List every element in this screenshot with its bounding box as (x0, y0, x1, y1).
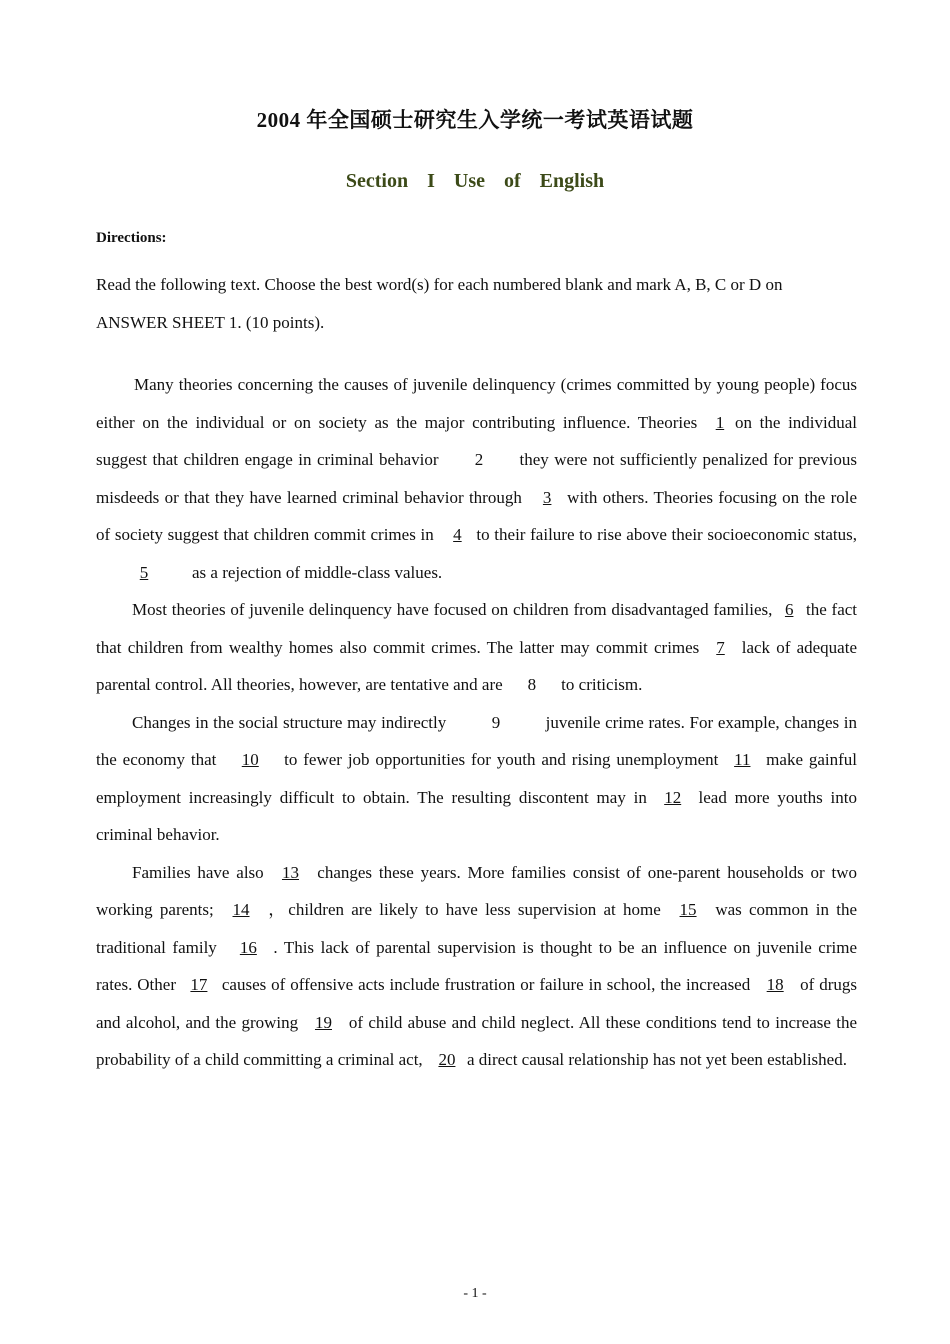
passage-text: a direct causal relationship has not yet been established. (466, 1050, 847, 1069)
blank-16: 16 (239, 937, 257, 957)
passage-text: as a rejection of middle-class values. (192, 562, 443, 582)
blank-20: 20 (438, 1050, 456, 1069)
passage-text: of drugs and alcohol, and the growing (96, 975, 857, 1032)
blank-3: 3 (542, 487, 552, 507)
passage-text: changes these years. More families consist of one-parent households or two working parents; (96, 862, 858, 919)
blank-17: 17 (190, 975, 208, 994)
blank-15: 15 (679, 900, 697, 919)
blank-9: 9 (491, 712, 501, 732)
page-number: - 1 - (463, 1286, 487, 1301)
blank-11: 11 (734, 750, 751, 769)
passage-text: they were not sufficiently penalized for previous misdeeds or that they have learned criminal behavior through (96, 450, 858, 507)
passage-text: the fact that children from wealthy homes also commit crimes. The latter may commit crimes (96, 600, 858, 657)
passage-text: lead more youths into criminal behavior. (96, 787, 858, 844)
passage-text: to criticism. (561, 675, 643, 694)
passage-text: Families have also (132, 862, 264, 882)
blank-13: 13 (281, 862, 299, 882)
blank-5: 5 (139, 562, 149, 582)
passage-text: Most theories of juvenile delinquency have focused on children from disadvantaged families, (132, 600, 773, 619)
directions-text: Read the following text. Choose the best word(s) for each numbered blank and mark A, B, C or D on ANSWER SHEET 1. (10 points). (96, 275, 783, 332)
blank-4: 4 (453, 525, 462, 544)
passage-text: of child abuse and child neglect. All these conditions tend to increase the probability of a child committing a criminal act, (96, 1012, 858, 1069)
passage-text: to their failure to rise above their socioeconomic status, (476, 525, 858, 544)
passage-text: . This lack of parental supervision is thought to be an influence on juvenile crime rates. Other (96, 937, 858, 994)
directions-label: Directions: (96, 230, 167, 246)
blank-8: 8 (527, 675, 537, 694)
blank-12: 12 (664, 787, 682, 807)
blank-6: 6 (784, 600, 794, 619)
paragraph-4 (96, 854, 857, 1079)
passage-text: Many theories concerning the causes of juvenile delinquency (crimes committed by young people) focus either on the individual or on society as the major contributing influence. Theories (96, 375, 857, 432)
passage-text: make gainful employment increasingly difficult to obtain. The resulting discontent may in (96, 750, 858, 807)
passage-text: on the individual suggest that children engage in criminal behavior (96, 412, 858, 469)
section-heading: Section I Use of English (345, 170, 605, 192)
passage-text: was common in the traditional family (96, 900, 858, 957)
paragraph-1 (96, 366, 857, 591)
paragraph-2 (96, 591, 857, 704)
passage-text: with others. Theories focusing on the role of society suggest that children commit crimes in (96, 487, 858, 544)
passage-text: causes of offensive acts include frustration or failure in school, the increased (221, 975, 751, 994)
blank-14: 14 (232, 900, 250, 919)
passage-text: ，children are likely to have less supervision at home (268, 900, 661, 919)
blank-7: 7 (716, 637, 725, 657)
passage-text: juvenile crime rates. For example, changes in the economy that (96, 712, 858, 769)
passage-text: Changes in the social structure may indirectly (132, 712, 447, 732)
document-title: 2004 年全国硕士研究生入学统一考试英语试题 (256, 108, 694, 132)
cloze-passage (96, 366, 857, 1079)
paragraph-3 (96, 704, 857, 854)
blank-2: 2 (474, 450, 484, 469)
blank-18: 18 (766, 975, 784, 994)
blank-19: 19 (314, 1012, 332, 1032)
passage-text: lack of adequate parental control. All theories, however, are tentative and are (96, 637, 858, 694)
blank-10: 10 (241, 750, 259, 769)
passage-text: to fewer job opportunities for youth and rising unemployment (284, 750, 719, 769)
blank-1: 1 (715, 412, 725, 432)
